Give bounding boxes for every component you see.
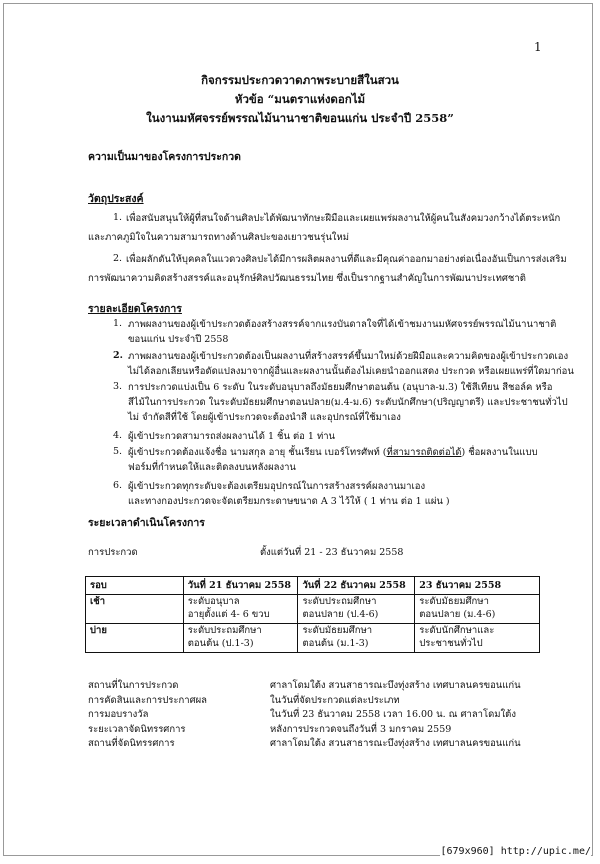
detail-2-number: 2. [113,350,123,361]
detail-4-number: 4. [113,430,123,441]
info-label-exhibition-period: ระยะเวลาจัดนิทรรศการ [88,723,186,735]
heading-period: ระยะเวลาดำเนินโครงการ [88,517,205,529]
detail-5-underlined: ที่สามารถติดต่อได้ [386,447,462,458]
detail-1-line-1: ภาพผลงานของผู้เข้าประกวดต้องสร้างสรรค์จากแรงบันดาลใจที่ได้เข้าชมงานมหัศจรรย์พรรณไม้นานาชาติ [128,319,557,330]
table-row [86,595,540,624]
heading-objectives: วัตถุประสงค์ [88,193,144,205]
detail-3-line-3: ไม่ จำกัดสีที่ใช้ โดยผู้เข้าประกวดจะต้องนำสี และอุปกรณ์ที่ใช้มาเอง [128,412,401,423]
detail-1-number: 1. [113,318,123,329]
morning-day-23 [415,595,540,624]
detail-5-text-b: ) ชื่อผลงานในแบบ [461,447,538,458]
detail-6-number: 6. [113,480,123,491]
heading-details: รายละเอียดโครงการ [88,303,182,315]
detail-2-line-2: ไม่ได้ลอกเลียนหรือดัดแปลงมาจากผู้อื่นและผลงานนั้นต้องไม่เคยนำออกแสดง ประกวด หรือเผยแพร่ที่ใดมาก่อน [128,366,574,377]
info-values [270,679,521,752]
detail-5-text-a: ผู้เข้าประกวดต้องแจ้งชื่อ นามสกุล อายุ ชั้นเรียน เบอร์โทรศัพท์ ( [128,447,387,458]
detail-2-line-1: ภาพผลงานของผู้เข้าประกวดต้องเป็นผลงานที่สร้างสรรค์ขึ้นมาใหม่ด้วยฝีมือและความคิดของผู้เข้าประกวดเอง [128,351,569,362]
cell-line: อายุตั้งแต่ 4- 6 ขวบ [187,608,270,620]
contest-dates: ตั้งแต่วันที่ 21 - 23 ธันวาคม 2558 [260,547,404,558]
title-line-3: ในงานมหัศจรรย์พรรณไม้นานาชาติขอนแก่น ประจำปี 2558” [146,111,454,125]
morning-day-21 [183,595,298,624]
info-value-exhibition-venue: ศาลาโดมใต้ง สวนสาธารณะบึงทุ่งสร้าง เทศบาลนครขอนแก่น [270,738,521,749]
objective-1-line-2: และภาคภูมิใจในความสามารถทางด้านศิลปะของเยาวชนรุ่นใหม่ [88,232,349,243]
info-label-award: การมอบรางวัล [88,709,149,720]
schedule-header-day-21: วันที่ 21 ธันวาคม 2558 [183,577,298,595]
cell-line: ระดับมัธยมศึกษา [302,625,373,636]
table-row [86,624,540,653]
info-value-exhibition-period: หลังการประกวดจนถึงวันที่ 3 มกราคม 2559 [270,723,452,735]
info-value-award: ในวันที่ 23 ธันวาคม 2558 เวลา 16.00 น. ณ ศาลาโดมใต้ง [270,709,516,720]
detail-5-line-1 [128,446,538,459]
cell-line: ระดับประถมศึกษา [187,625,262,636]
info-label-exhibition-venue: สถานที่จัดนิทรรศการ [88,738,175,749]
round-afternoon: บ่าย [86,624,184,653]
afternoon-day-23 [415,624,540,653]
heading-background: ความเป็นมาของโครงการประกวด [88,151,241,163]
schedule-header-day-23: 23 ธันวาคม 2558 [415,577,540,595]
cell-line: ตอนปลาย (ป.4-6) [302,608,379,620]
detail-3-line-1: การประกวดแบ่งเป็น 6 ระดับ ในระดับอนุบาลถึงมัธยมศึกษาตอนต้น (อนุบาล-ม.3) ใช้สีเทียน สีชอล์ค หรือ [128,382,553,393]
cell-line: ตอนต้น (ป.1-3) [187,637,254,649]
afternoon-day-22 [298,624,415,653]
schedule-header-row [86,577,540,595]
info-labels [88,679,207,752]
image-host-watermark: [679x960] http://upic.me/ [440,846,591,857]
info-value-venue: ศาลาโดมใต้ง สวนสาธารณะบึงทุ่งสร้าง เทศบาลนครขอนแก่น [270,680,521,691]
cell-line: ตอนปลาย (ม.4-6) [419,608,496,620]
contest-label: การประกวด [88,547,138,558]
detail-6-line-2: และทางกองประกวดจะจัดเตรียมกระดาษขนาด A 3 ไว้ให้ ( 1 ท่าน ต่อ 1 แผ่น ) [128,496,450,507]
cell-line: ระดับอนุบาล [187,596,240,607]
detail-1-line-2: ขอนแก่น ประจำปี 2558 [128,334,229,345]
objective-2-line-1: เพื่อผลักดันให้บุคคลในแวดวงศิลปะได้มีการผลิตผลงานที่ดีและมีคุณค่าออกมาอย่างต่อเนื่องอันเป็นการส่งเสริม [126,254,567,265]
morning-day-22 [298,595,415,624]
schedule-header-round: รอบ [86,577,184,595]
schedule-header-day-22: วันที่ 22 ธันวาคม 2558 [298,577,415,595]
detail-3-number: 3. [113,381,123,392]
title-line-2: หัวข้อ “มนตราแห่งดอกไม้ [234,92,366,106]
schedule-table [85,576,540,653]
cell-line: ระดับนักศึกษาและประชาชนทั่วไป [419,625,495,649]
objective-2-number: 2. [113,253,123,264]
objective-1-number: 1. [113,212,123,223]
detail-5-number: 5. [113,446,123,457]
detail-4-line-1: ผู้เข้าประกวดสามารถส่งผลงานได้ 1 ชิ้น ต่อ 1 ท่าน [128,431,336,442]
cell-line: ระดับประถมศึกษา [302,596,377,607]
info-label-venue: สถานที่ในการประกวด [88,680,179,691]
cell-line: ตอนต้น (ม.1-3) [302,637,369,649]
detail-6-line-1: ผู้เข้าประกวดทุกระดับจะต้องเตรียมอุปกรณ์ในการสร้างสรรค์ผลงานมาเอง [128,481,426,492]
objective-1-line-1: เพื่อสนับสนุนให้ผู้ที่สนใจด้านศิลปะได้พัฒนาทักษะฝีมือและเผยแพร่ผลงานให้ผู้คนในสังคมวงกว้างได้ตระหนัก [126,213,561,224]
info-label-judging: การคัดสินและการประกาศผล [88,694,207,706]
cell-line: ระดับมัธยมศึกษา [419,596,489,607]
detail-3-line-2: สีไม้ในการประกวด ในระดับมัธยมศึกษาตอนปลาย(ม.4-ม.6) ระดับนักศึกษา(ปริญญาตรี) และประชาชนทั่วไป [128,397,568,408]
detail-5-line-2: ฟอร์มที่กำหนดให้และติดลงบนหลังผลงาน [128,462,296,473]
page-number: 1 [534,40,542,54]
afternoon-day-21 [183,624,298,653]
title-line-1: กิจกรรมประกวดวาดภาพระบายสีในสวน [201,73,399,87]
round-morning: เช้า [86,595,184,624]
info-value-judging: ในวันที่จัดประกวดแต่ละประเภท [270,694,400,706]
objective-2-line-2: การพัฒนาความคิดสร้างสรรค์และอนุรักษ์ศิลปวัฒนธรรมไทย ซึ่งเป็นรากฐานสำคัญในการพัฒนาประเทศชาติ [88,273,526,284]
